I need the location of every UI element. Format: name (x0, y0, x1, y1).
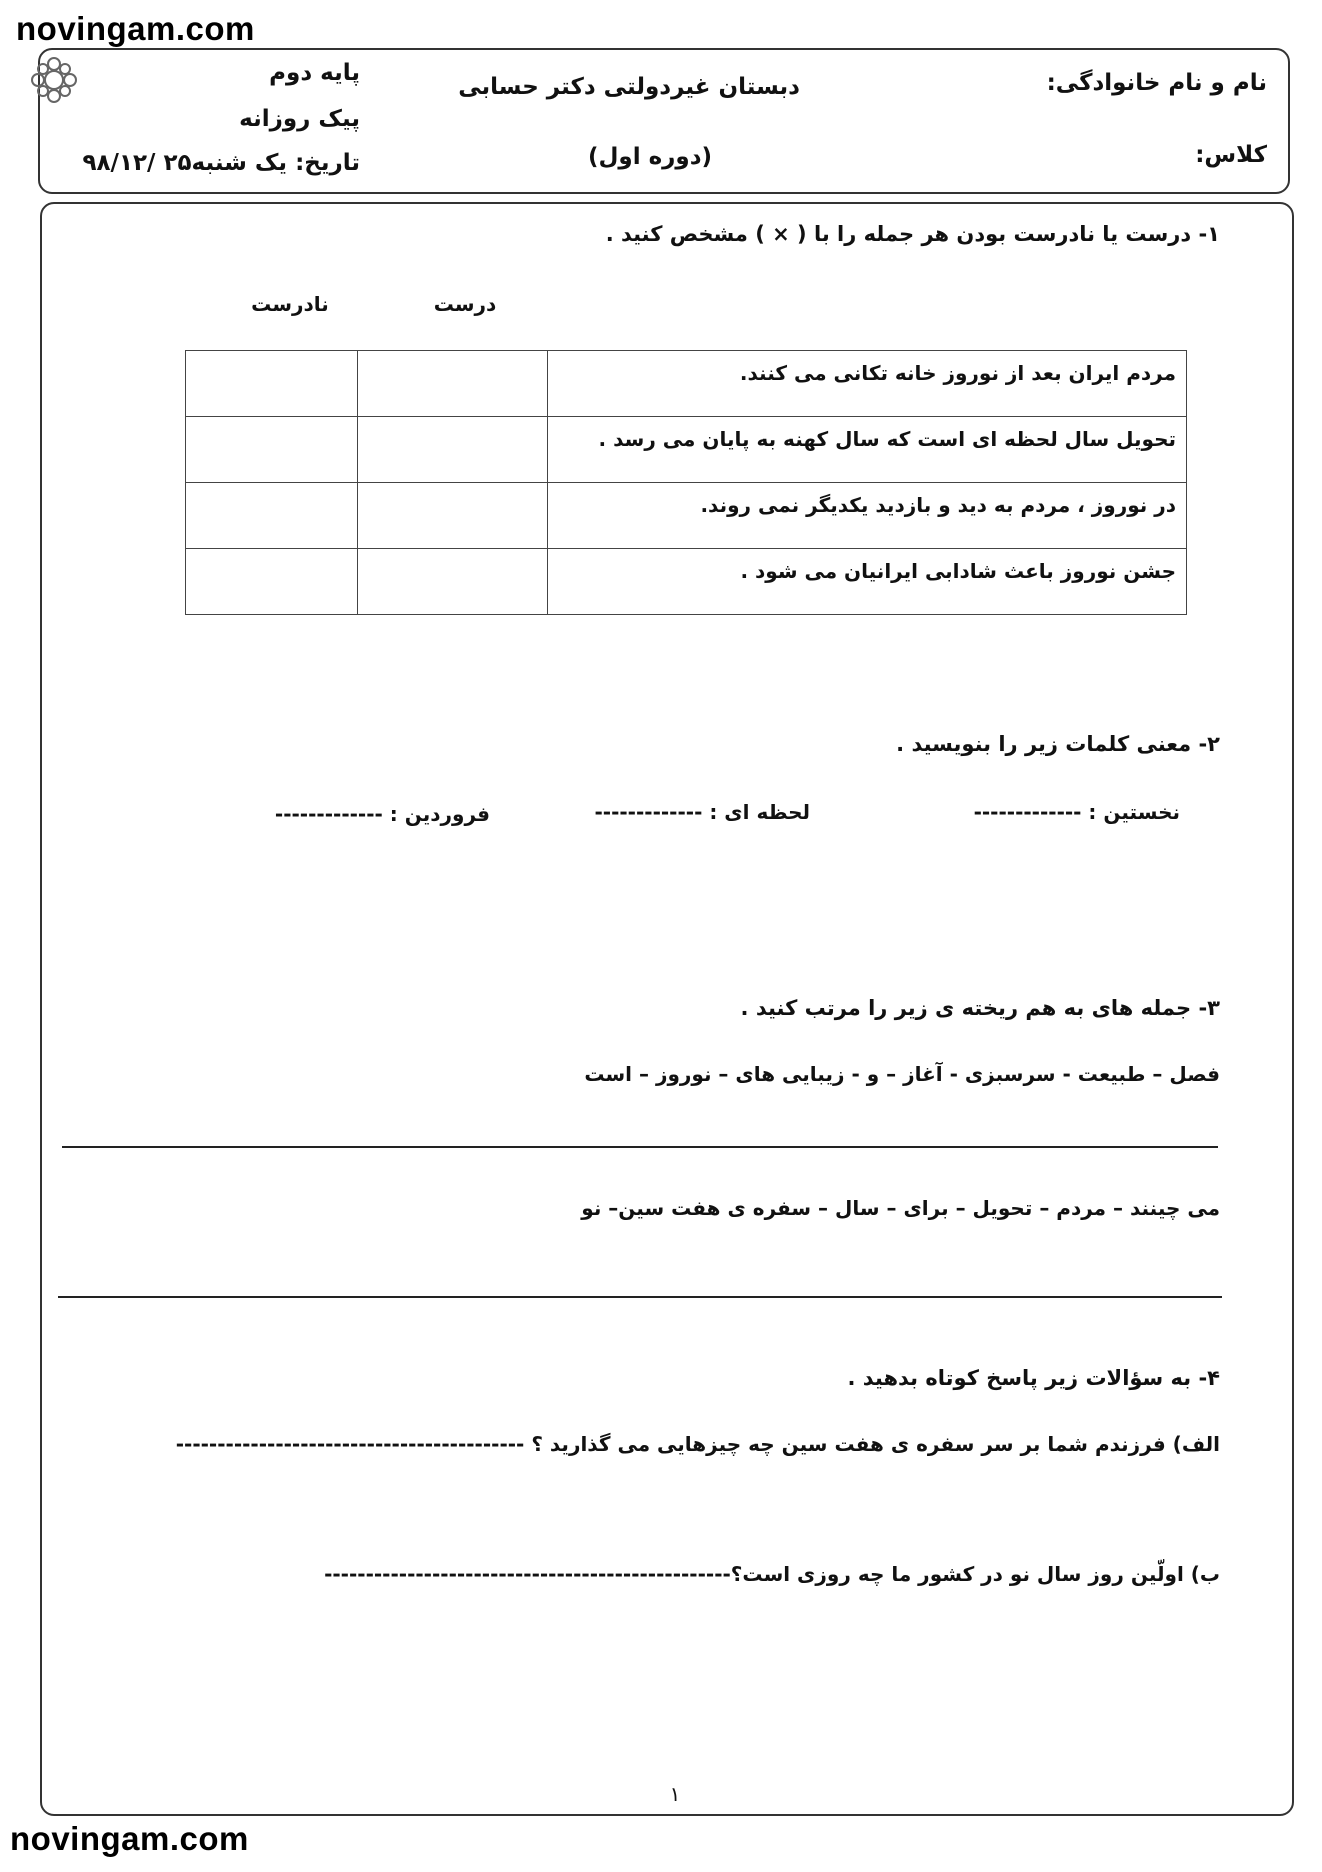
statement-cell: در نوروز ، مردم به دید و بازدید یکدیگر نمی روند. (547, 483, 1186, 549)
word-2: لحظه ای : ------------- (594, 800, 810, 824)
word-1: نخستین : ------------- (973, 800, 1180, 824)
worksheet-type: پیک روزانه (239, 106, 360, 132)
period-label: (دوره اول) (587, 144, 713, 170)
statement-cell: مردم ایران بعد از نوروز خانه تکانی می کنند. (547, 351, 1186, 417)
question-4a: الف) فرزندم شما بر سر سفره ی هفت سین چه چیزهایی می گذارید ؟ ------------------------------------------ (175, 1432, 1220, 1456)
watermark-bottom: novingam.com (10, 1820, 249, 1857)
date-label: تاریخ: یک شنبه۲۵ /۹۸/۱۲ (82, 150, 360, 176)
col-false-label: نادرست (251, 292, 329, 316)
word-3: فروردین : ------------- (274, 802, 490, 826)
true-false-table (185, 350, 1187, 615)
true-cell[interactable] (357, 549, 547, 615)
page-number: ۱ (669, 1782, 681, 1806)
class-label: کلاس: (1195, 142, 1267, 168)
table-row (186, 549, 1187, 615)
question-4b: ب) اولّین روز سال نو در کشور ما چه روزی است؟------------------------------------------------- (324, 1562, 1220, 1586)
false-cell[interactable] (186, 351, 358, 417)
false-cell[interactable] (186, 483, 358, 549)
true-cell[interactable] (357, 417, 547, 483)
grade-label: پایه دوم (269, 60, 360, 86)
true-cell[interactable] (357, 351, 547, 417)
scrambled-sentence-2: می چینند – مردم – تحویل – برای – سال – سفره ی هفت سین– نو (581, 1196, 1220, 1220)
table-row (186, 351, 1187, 417)
true-cell[interactable] (357, 483, 547, 549)
question-3-title: ۳- جمله های به هم ریخته ی زیر را مرتب کنید . (740, 996, 1220, 1020)
watermark-top: novingam.com (16, 10, 255, 47)
false-cell[interactable] (186, 417, 358, 483)
statement-cell: تحویل سال لحظه ای است که سال کهنه به پایان می رسد . (547, 417, 1186, 483)
table-row (186, 483, 1187, 549)
name-label: نام و نام خانوادگی: (1046, 70, 1267, 96)
answer-line-1[interactable] (62, 1146, 1218, 1148)
scrambled-sentence-1: فصل – طبیعت - سرسبزی - آغاز – و - زیبایی های – نوروز – است (584, 1062, 1220, 1086)
question-4-title: ۴- به سؤالات زیر پاسخ کوتاه بدهید . (847, 1366, 1220, 1390)
question-1-title: ۱- درست یا نادرست بودن هر جمله را با ( × ) مشخص کنید . (605, 222, 1220, 246)
col-true-label: درست (433, 292, 497, 316)
question-2-title: ۲- معنی کلمات زیر را بنویسید . (896, 732, 1220, 756)
school-name: دبستان غیردولتی دکتر حسابی (458, 74, 800, 100)
answer-line-2[interactable] (58, 1296, 1222, 1298)
statement-cell: جشن نوروز باعث شادابی ایرانیان می شود . (547, 549, 1186, 615)
school-logo-icon (24, 50, 84, 110)
table-row (186, 417, 1187, 483)
false-cell[interactable] (186, 549, 358, 615)
